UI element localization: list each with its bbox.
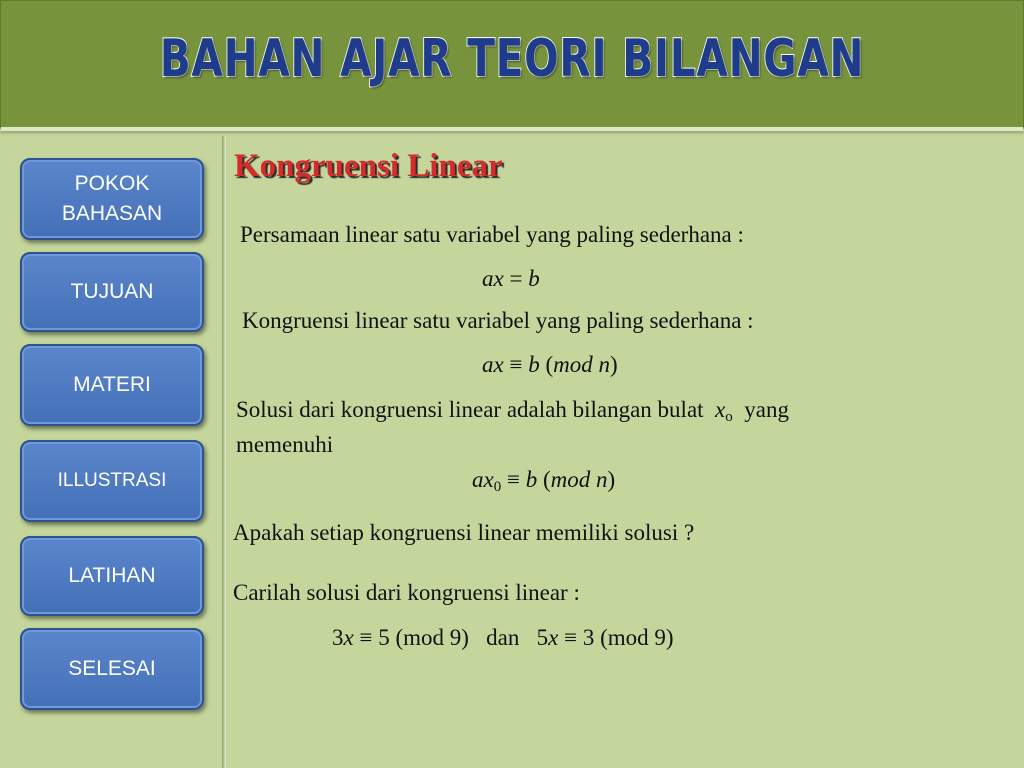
formula-op: = — [503, 266, 529, 291]
nav-pokok-bahasan-line2: BAHASAN — [61, 202, 163, 225]
exercise-b-coef: 5 — [536, 625, 549, 650]
nav-materi-label: MATERI — [73, 372, 151, 396]
nav-tujuan-button[interactable] — [20, 252, 204, 332]
nav-pokok-bahasan-button[interactable] — [20, 158, 204, 240]
nav-illustrasi-button[interactable] — [20, 440, 204, 522]
formula-paren-close: ) — [607, 467, 616, 492]
nav-tujuan-label: TUJUAN — [70, 279, 154, 303]
text-persamaan: Persamaan linear satu variabel yang paling sederhana : — [240, 222, 744, 247]
formula-mod: mod n — [550, 467, 608, 492]
text-solusi-yang: yang — [744, 397, 789, 422]
formula-solution-congruence — [472, 467, 615, 496]
page-title: BAHAN AJAR TEORI BILANGAN — [159, 29, 865, 89]
formula-rhs: b — [525, 467, 538, 492]
section-title: Kongruensi Linear — [234, 148, 503, 184]
text-solusi-sub: o — [725, 409, 733, 425]
exercise-b-var: x — [548, 625, 559, 650]
text-exercise: Carilah solusi dari kongruensi linear : — [233, 580, 580, 605]
formula-sub: 0 — [493, 479, 502, 495]
nav-pokok-bahasan-line1: POKOK — [74, 171, 150, 195]
formula-rhs: b — [528, 266, 540, 291]
formula-op: ≡ — [503, 352, 529, 377]
formula-linear-equation — [482, 266, 540, 292]
formula-exercises — [332, 625, 674, 651]
formula-paren-close: ) — [610, 352, 618, 377]
formula-linear-congruence — [482, 352, 618, 378]
text-solusi — [236, 397, 789, 426]
nav-latihan-label: LATIHAN — [68, 563, 156, 587]
formula-paren-open: ( — [539, 352, 554, 377]
text-memenuhi: memenuhi — [236, 432, 334, 457]
nav-illustrasi-label: ILLUSTRASI — [57, 470, 167, 492]
formula-op: ≡ — [501, 467, 526, 492]
exercise-separator: dan — [486, 625, 520, 650]
text-question: Apakah setiap kongruensi linear memiliki solusi ? — [233, 520, 695, 545]
exercise-a-rest: ≡ 5 (mod 9) — [353, 625, 469, 650]
exercise-a-var: x — [343, 625, 354, 650]
text-solusi-var: x — [715, 397, 726, 422]
formula-rhs: b — [528, 352, 540, 377]
text-kongruensi: Kongruensi linear satu variabel yang paling sederhana : — [242, 308, 754, 333]
nav-materi-button[interactable] — [20, 344, 204, 426]
formula-lhs: ax — [482, 266, 504, 291]
text-solusi-main: Solusi dari kongruensi linear adalah bilangan bulat — [236, 397, 704, 422]
exercise-a-coef: 3 — [332, 625, 344, 650]
formula-lhs: ax — [482, 352, 504, 377]
exercise-b-rest: ≡ 3 (mod 9) — [558, 625, 674, 650]
nav-latihan-button[interactable] — [20, 536, 204, 616]
formula-paren-open: ( — [537, 467, 551, 492]
nav-selesai-button[interactable] — [20, 628, 204, 710]
sidebar-divider — [222, 136, 226, 768]
header-bar — [0, 0, 1024, 131]
formula-lhs: ax — [472, 467, 494, 492]
formula-mod: mod n — [553, 352, 610, 377]
nav-selesai-label: SELESAI — [68, 656, 156, 680]
